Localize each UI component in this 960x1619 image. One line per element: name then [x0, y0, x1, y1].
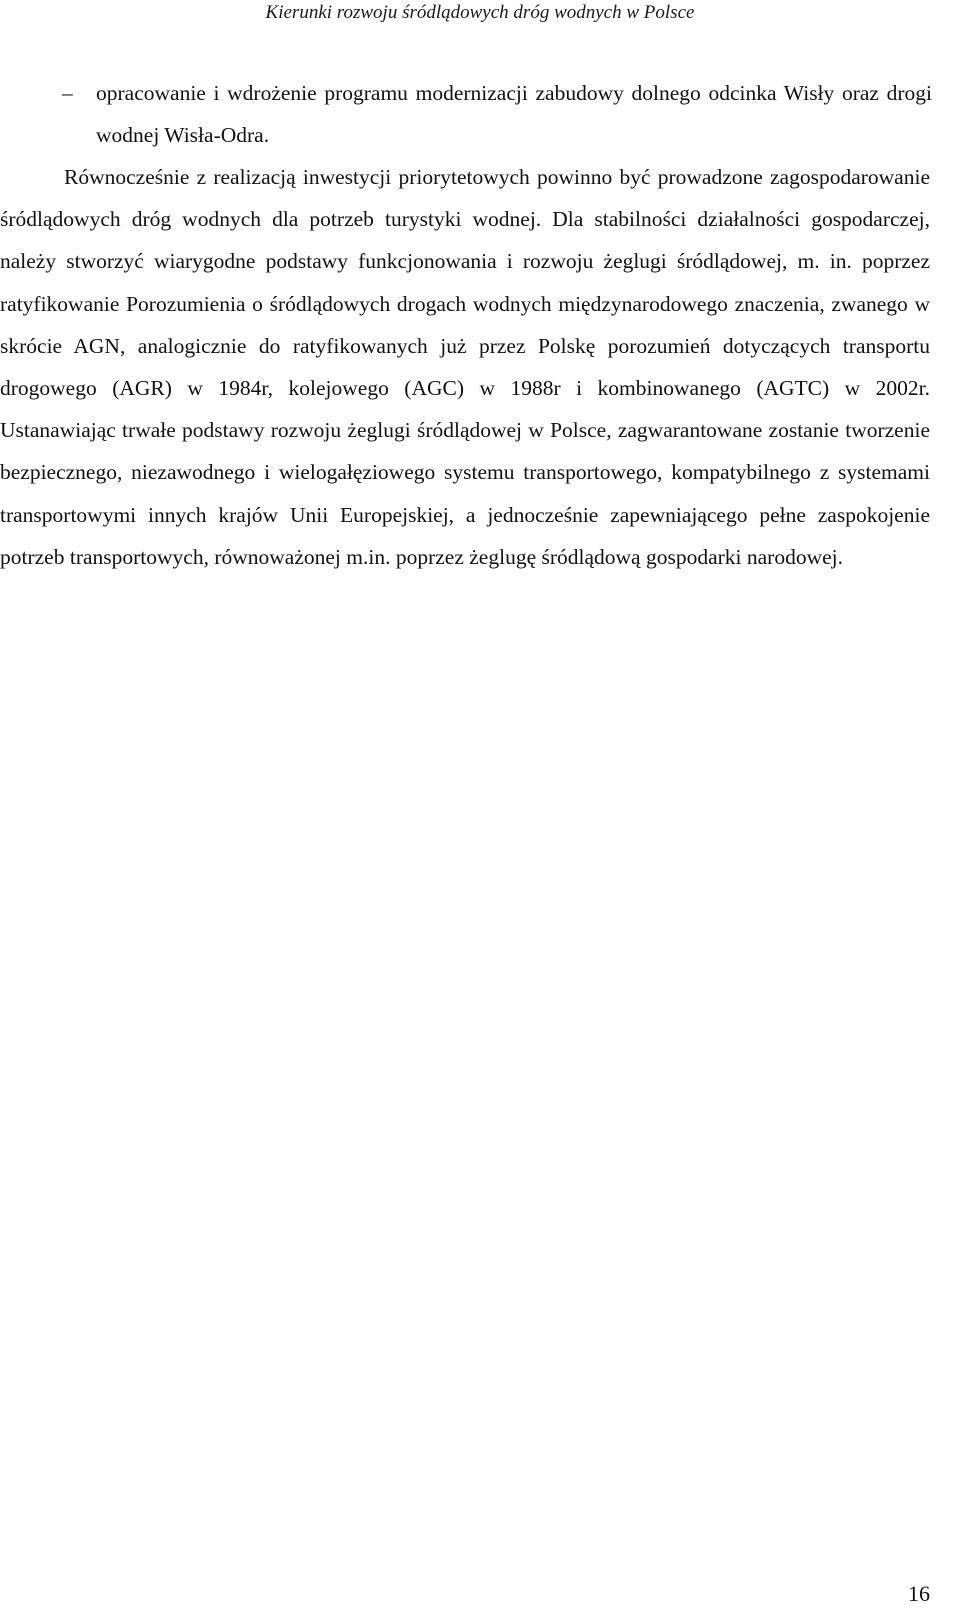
- bullet-dash-marker: –: [62, 81, 73, 105]
- running-header: Kierunki rozwoju śródlądowych dróg wodnych w Polsce: [265, 2, 695, 23]
- page-number: 16: [908, 1581, 930, 1606]
- bullet-list-item: [62, 72, 932, 156]
- bullet-text: opracowanie i wdrożenie programu modernizacji zabudowy dolnego odcinka Wisły oraz drogi wodnej Wisła-Odra.: [96, 81, 932, 147]
- body-paragraph: Równocześnie z realizacją inwestycji priorytetowych powinno być prowadzone zagospodarowanie śródlądowych dróg wodnych dla potrzeb turystyki wodnej. Dla stabilności działalności gospodarczej, należy stworzyć wiarygodne podstawy funkcjonowania i rozwoju żeglugi śródlądowej, m. in. poprzez ratyfikowanie Porozumienia o śródlądowych drogach wodnych międzynarodowego znaczenia, zwanego w skrócie AGN, analogicznie do ratyfikowanych już przez Polskę porozumień dotyczących transportu drogowego (AGR) w 1984r, kolejowego (AGC) w 1988r i kombinowanego (AGTC) w 2002r. Ustanawiając trwałe podstawy rozwoju żeglugi śródlądowej w Polsce, zagwarantowane zostanie tworzenie bezpiecznego, niezawodnego i wielogałęziowego systemu transportowego, kompatybilnego z systemami transportowymi innych krajów Unii Europejskiej, a jednocześnie zapewniającego pełne zaspokojenie potrzeb transportowych, równoważonej m.in. poprzez żeglugę śródlądową gospodarki narodowej.: [0, 165, 930, 569]
